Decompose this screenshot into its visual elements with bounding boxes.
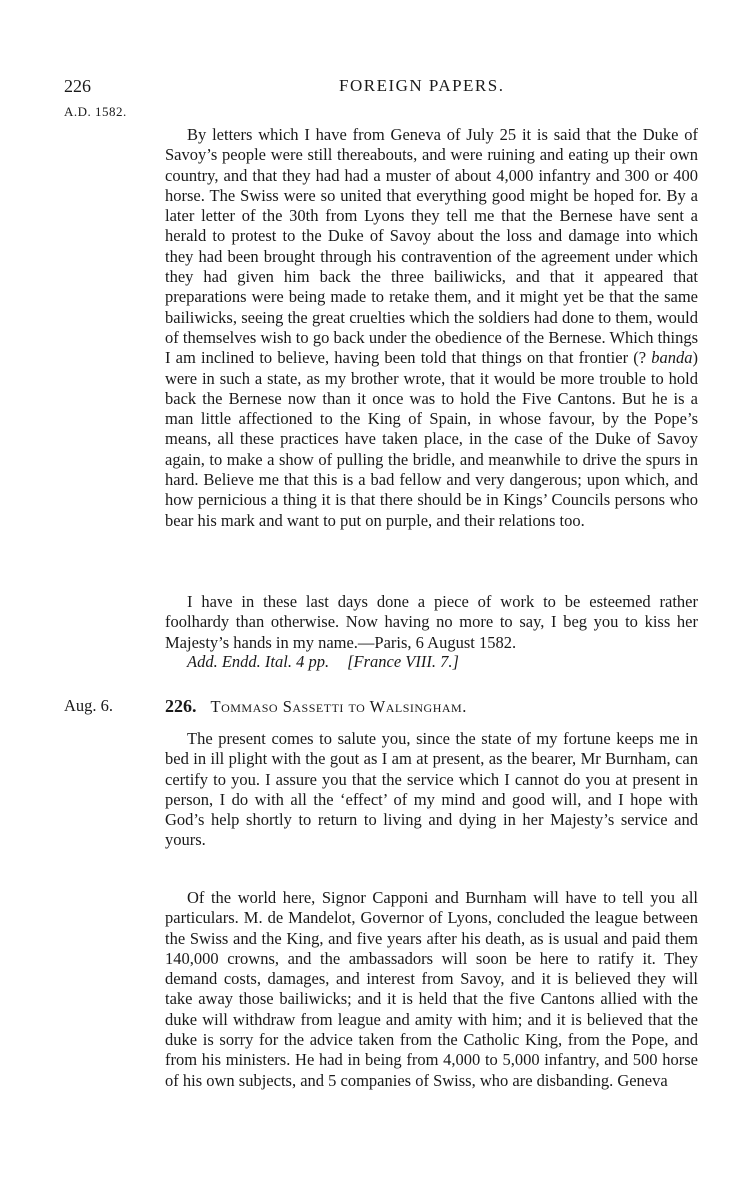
paragraph-text: The present comes to salute you, since the state of my fortune keeps me in bed in ill plight with the gout as I am at present, as the bearer, Mr Burnham, can certify to you. I assure you that the service which I cannot do you at present in person, I do with all the ‘effect’ of my mind and good will, and I hope with God’s help shortly to return to living and dying in her Majesty’s service and yours. xyxy=(165,729,698,850)
letter-paragraph-2 xyxy=(165,592,698,653)
paragraph-text: Of the world here, Signor Capponi and Burnham will have to tell you all particulars. M. de Mandelot, Governor of Lyons, concluded the league between the Swiss and the King, and five years after his death, as is usual and paid them 140,000 crowns, and the ambassadors will soon be here to ratify it. They demand costs, damages, and interest from Savoy, and it is believed they will take away those bailiwicks; and it is held that the five Cantons allied with the duke will withdraw from league and amity with him; and it is believed that the duke is sorry for the advice taken from the Catholic King, from the Pope, and from his ministers. He had in being from 4,000 to 5,000 infantry, and 500 horse of his own subjects, and 5 companies of Swiss, who are disbanding. Geneva xyxy=(165,888,698,1090)
entry-paragraph-2 xyxy=(165,888,698,1091)
entry-heading xyxy=(165,696,467,717)
entry-number: 226. xyxy=(165,696,197,716)
italic-word: banda xyxy=(651,348,693,368)
margin-year-note: A.D. 1582. xyxy=(64,104,127,119)
letter-endnote xyxy=(165,652,698,672)
entry-title: Tommaso Sassetti to Walsingham. xyxy=(210,697,467,716)
margin-entry-date: Aug. 6. xyxy=(64,696,114,715)
letter-paragraph-1 xyxy=(165,125,698,531)
endnote-reference: [France VIII. 7.] xyxy=(347,652,459,671)
page-number: 226 xyxy=(64,76,91,96)
entry-paragraph-1 xyxy=(165,729,698,851)
paragraph-text: ) were in such a state, as my brother wrote, that it would be more trouble to hold back the Bernese now than it once was to hold the Five Cantons. But he is a man little affectioned to the King of Spain, in whose favour, by the Pope’s means, all these practices have taken place, in the case of the Duke of Savoy again, to make a show of pulling the bridle, and meanwhile to drive the spurs in hard. Believe me that this is a bad fellow and very dangerous; upon which, and how pernicious a thing it is that there should be in Kings’ Councils persons who bear his mark and want to put on purple, and their relations too. xyxy=(165,348,698,530)
endnote-text: Add. Endd. Ital. 4 pp. xyxy=(187,652,330,671)
running-title: FOREIGN PAPERS. xyxy=(339,76,505,95)
paragraph-text: I have in these last days done a piece of work to be esteemed rather foolhardy than otherwise. Now having no more to say, I beg you to kiss her Majesty’s hands in my name.—Paris, 6 August 1582. xyxy=(165,592,698,652)
paragraph-text: By letters which I have from Geneva of July 25 it is said that the Duke of Savoy’s people were still thereabouts, and were ruining and eating up their own country, and that they had had a muster of about 4,000 infantry and 300 or 400 horse. The Swiss were so united that everything good might be hoped for. By a later letter of the 30th from Lyons they tell me that the Bernese have sent a herald to protest to the Duke of Savoy about the loss and damage into which they had been brought through his contravention of the agreement under which they had given him back the three bailiwicks, and that it appeared that preparations were being made to retake them, and it might yet be that the same bailiwicks, seeing the great cruelties which the soldiers had done to them, would of themselves wish to go back under the obedience of the Bernese. Which things I am inclined to believe, having been told that things on that frontier (? xyxy=(165,125,698,368)
